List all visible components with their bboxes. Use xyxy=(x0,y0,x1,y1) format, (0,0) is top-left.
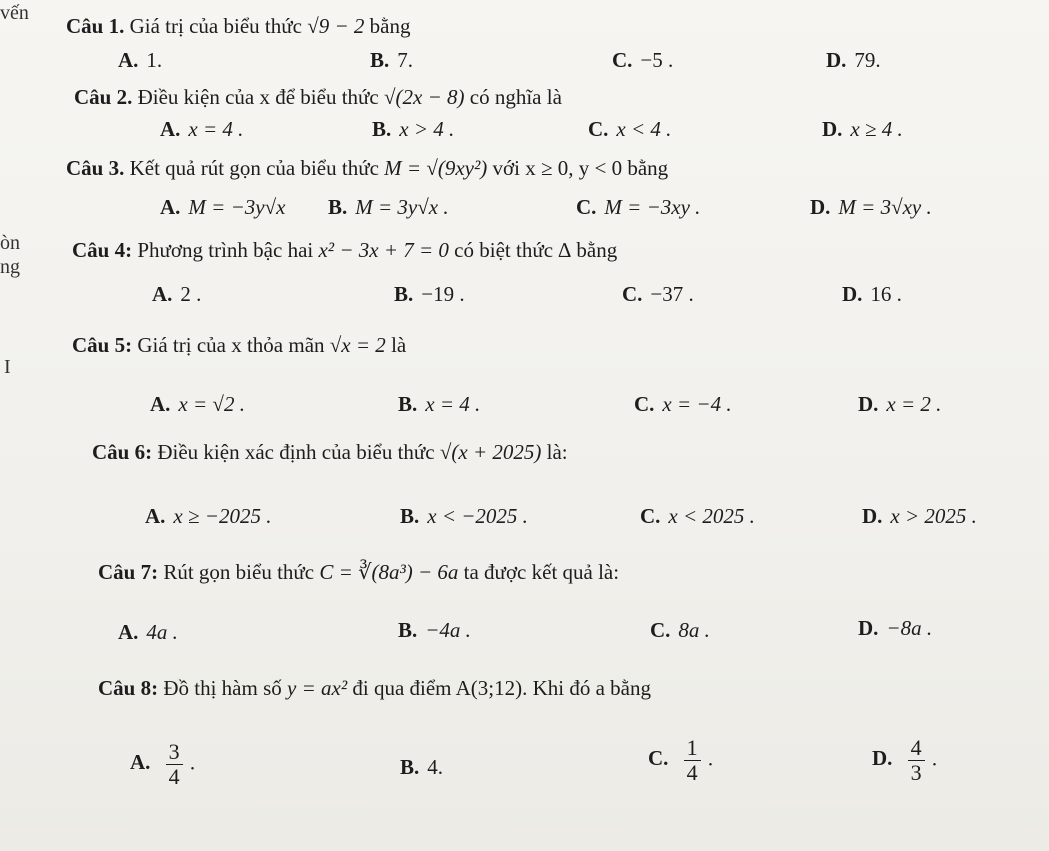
question-text: Phương trình bậc hai xyxy=(137,238,314,262)
question-3 xyxy=(66,156,668,181)
question-expression: C = ∛(8a³) − 6a xyxy=(319,560,459,584)
question-text: Đồ thị hàm số xyxy=(163,676,282,700)
question-text-after: với x ≥ 0, y < 0 bằng xyxy=(492,156,669,180)
option-c[interactable]: C. x < 4 . xyxy=(588,117,672,141)
option-c[interactable]: C. x = −4 . xyxy=(634,392,732,416)
fraction: $\frac{1}{4}$ xyxy=(684,736,701,785)
question-text: Điều kiện xác định của biểu thức xyxy=(157,440,435,464)
question-text: Rút gọn biểu thức xyxy=(163,560,315,584)
question-5 xyxy=(72,333,406,358)
option-b[interactable]: B. −19 . xyxy=(394,282,465,306)
question-label: Câu 5: xyxy=(72,333,133,357)
option-c[interactable]: C. −37 . xyxy=(622,282,694,306)
option-a[interactable]: A. x = 4 . xyxy=(160,117,244,141)
question-text-after: bằng xyxy=(369,14,411,38)
question-text: Điều kiện của x để biểu thức xyxy=(137,85,379,109)
edge-text: I xyxy=(4,356,11,378)
option-a[interactable]: A. M = −3y√x xyxy=(160,195,286,219)
option-b[interactable]: B. x < −2025 . xyxy=(400,504,528,528)
question-text-after: có nghĩa là xyxy=(469,85,562,109)
question-text: Giá trị của x thỏa mãn xyxy=(137,333,325,357)
question-1 xyxy=(66,14,410,39)
question-expression: x² − 3x + 7 = 0 xyxy=(318,238,449,262)
option-a[interactable]: A. x ≥ −2025 . xyxy=(145,504,272,528)
option-d[interactable]: D. M = 3√xy . xyxy=(810,195,932,219)
question-expression: √(x + 2025) xyxy=(439,440,542,464)
fraction: $\frac{3}{4}$ xyxy=(166,740,183,789)
question-expression: √x = 2 xyxy=(329,333,386,357)
option-b[interactable]: B. x > 4 . xyxy=(372,117,455,141)
question-label: Câu 7: xyxy=(98,560,159,584)
question-text-after: đi qua điểm A(3;12). Khi đó a bằng xyxy=(352,676,651,700)
option-d[interactable]: D. x > 2025 . xyxy=(862,504,977,528)
option-a[interactable]: A. 1. xyxy=(118,48,163,72)
question-expression: √(2x − 8) xyxy=(384,85,465,109)
option-c[interactable]: C. $\frac{1}{4}$ . xyxy=(648,735,714,785)
question-expression: M = √(9xy²) xyxy=(384,156,488,180)
option-d[interactable]: D. −8a . xyxy=(858,616,933,640)
option-d[interactable]: D. 79. xyxy=(826,48,881,72)
option-b[interactable]: B. 7. xyxy=(370,48,414,72)
question-2 xyxy=(74,85,562,110)
question-text-after: là: xyxy=(546,440,568,464)
question-text-after: là xyxy=(391,333,407,357)
question-label: Câu 3. xyxy=(66,156,125,180)
option-a[interactable]: A. x = √2 . xyxy=(150,392,245,416)
option-c[interactable]: C. M = −3xy . xyxy=(576,195,701,219)
question-label: Câu 1. xyxy=(66,14,125,38)
question-expression: y = ax² xyxy=(287,676,348,700)
edge-text: ng xyxy=(0,256,20,278)
edge-text: vến xyxy=(0,2,29,24)
question-label: Câu 6: xyxy=(92,440,153,464)
option-d[interactable]: D. $\frac{4}{3}$ . xyxy=(872,735,938,785)
question-text: Giá trị của biểu thức xyxy=(129,14,302,38)
question-label: Câu 4: xyxy=(72,238,133,262)
option-c[interactable]: C. x < 2025 . xyxy=(640,504,755,528)
option-b[interactable]: B. M = 3y√x . xyxy=(328,195,449,219)
question-4 xyxy=(72,238,617,263)
option-c[interactable]: C. −5 . xyxy=(612,48,674,72)
option-b[interactable]: B. −4a . xyxy=(398,618,471,642)
option-b[interactable]: B. x = 4 . xyxy=(398,392,481,416)
fraction: $\frac{4}{3}$ xyxy=(908,736,925,785)
option-d[interactable]: D. x ≥ 4 . xyxy=(822,117,903,141)
question-7 xyxy=(98,560,619,585)
option-b[interactable]: B. 4. xyxy=(400,755,444,779)
option-d[interactable]: D. x = 2 . xyxy=(858,392,942,416)
question-text-after: ta được kết quả là: xyxy=(463,560,620,584)
option-d[interactable]: D. 16 . xyxy=(842,282,902,306)
option-a[interactable]: A. 4a . xyxy=(118,620,178,644)
edge-text: òn xyxy=(0,232,20,254)
question-text: Kết quả rút gọn của biểu thức xyxy=(129,156,379,180)
question-8 xyxy=(98,676,651,701)
option-c[interactable]: C. 8a . xyxy=(650,618,710,642)
question-expression: √9 − 2 xyxy=(307,14,365,38)
option-a[interactable]: A. 2 . xyxy=(152,282,202,306)
question-label: Câu 8: xyxy=(98,676,159,700)
question-text-after: có biệt thức ∆ bằng xyxy=(454,238,618,262)
option-a[interactable]: A. $\frac{3}{4}$ . xyxy=(130,739,196,789)
question-label: Câu 2. xyxy=(74,85,133,109)
question-6 xyxy=(92,440,568,465)
